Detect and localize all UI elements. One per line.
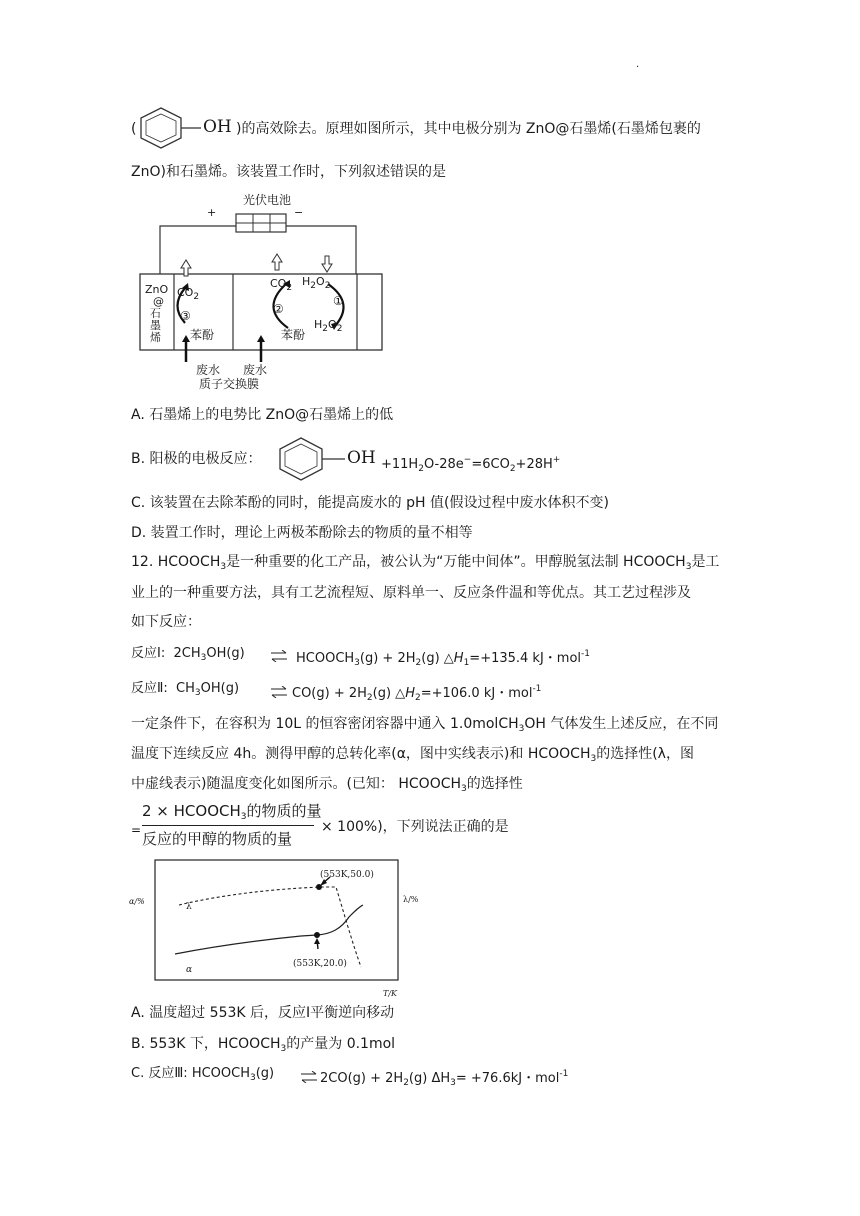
circle-2: ② xyxy=(273,302,284,316)
membrane-label: 质子交换膜 xyxy=(199,377,260,391)
circle-3: ③ xyxy=(180,309,191,323)
phenol-left: 苯酚 xyxy=(190,328,215,342)
equilibrium-arrow-icon xyxy=(270,686,288,698)
cell-diagram xyxy=(130,188,390,366)
reaction-1: 反应Ⅰ: $2CH_3OH(g)$ xyxy=(131,646,245,663)
reaction-2: 反应Ⅱ: $CH_3OH(g)$ xyxy=(131,681,240,698)
co2-left: $CO_2$ xyxy=(177,286,200,302)
q11-option-a: A. 石墨烯上的电势比 ZnO@石墨烯上的低 xyxy=(131,407,394,423)
fraction-numerator: $2 \times HCOOCH_3$的物质的量 xyxy=(142,802,322,822)
q12-para-3: 中虚线表示)随温度变化如图所示。(已知： $HCOOCH_3$的选择性 xyxy=(131,776,523,794)
y-label-right: λ/% xyxy=(403,895,419,904)
electrode-mo: 墨 xyxy=(150,319,161,332)
electrode-at: @ xyxy=(153,295,164,308)
annotation-553-50: (553K,50.0) xyxy=(320,870,374,880)
legend-lambda: λ xyxy=(186,902,192,912)
fraction-tail: × 100%)，下列说法正确的是 xyxy=(321,819,509,835)
co2-mid: $CO_2$ xyxy=(270,277,293,293)
point-553-20 xyxy=(314,932,320,938)
pv-plus: + xyxy=(207,206,217,219)
pv-label: 光伏电池 xyxy=(243,193,292,207)
fraction-eq: = xyxy=(131,823,142,837)
wastewater-left: 废水 xyxy=(196,363,221,377)
q12-line-2: 业上的一种重要方法，具有工艺流程短、原料单一、反应条件温和等优点。其工艺过程涉及 xyxy=(131,585,691,601)
intro-line-1: ( xyxy=(131,121,137,137)
q11-option-b: B. 阳极的电极反应： xyxy=(131,451,262,467)
chart xyxy=(131,855,431,995)
h2o2-bottom: $H_2O_2$ xyxy=(314,318,343,334)
equilibrium-arrow-icon xyxy=(270,650,288,662)
q12-line-3: 如下反应： xyxy=(131,614,201,630)
circle-1: ① xyxy=(333,294,344,308)
reaction-2-right: $CO(g) + 2H_2(g)$ $\triangle H_2=+106.0$ kJ・mol$^{-1}$ xyxy=(292,684,542,703)
q12-option-a: A. 温度超过 553K 后，反应Ⅰ平衡逆向移动 xyxy=(131,1005,395,1021)
x-label: T/K xyxy=(383,989,398,998)
y-label-left: α/% xyxy=(129,897,145,906)
q12-para-1: 一定条件下，在容积为 10L 的恒容密闭容器中通入 1.0molCH$_3$OH 气体发生上述反应，在不同 xyxy=(131,716,719,734)
legend-alpha: α xyxy=(186,965,193,975)
q11-option-c: C. 该装置在去除苯酚的同时，能提高废水的 pH 值(假设过程中废水体积不变) xyxy=(131,495,609,511)
phenol-mid: 苯酚 xyxy=(281,328,306,342)
q12-option-c-right: $2CO(g) + 2H_2(g)$ $\Delta H_3= +76.6kJ$・mol$^{-1}$ xyxy=(320,1069,569,1088)
q12-para-2: 温度下连续反应 4h。测得甲醇的总转化率(α，图中实线表示)和 $HCOOCH_3$的选择性(λ，图 xyxy=(131,746,694,764)
intro-text-2: ZnO)和石墨烯。该装置工作时，下列叙述错误的是 xyxy=(131,164,446,180)
fraction-denominator: 反应的甲醇的物质的量 xyxy=(142,830,293,848)
oh-label: OH xyxy=(203,117,232,137)
annotation-553-20: (553K,20.0) xyxy=(293,959,347,969)
reaction-1-right: $HCOOCH_3(g) + 2H_2(g)$ $\triangle H_1=+135.4$ kJ・mol$^{-1}$ xyxy=(296,649,591,668)
electrode-shi: 石 xyxy=(150,307,161,320)
equilibrium-arrow-icon xyxy=(300,1071,318,1083)
header-mark: . xyxy=(636,59,640,70)
intro-text-1: )的高效除去。原理如图所示，其中电极分别为 ZnO@石墨烯(石墨烯包裹的 xyxy=(236,121,701,137)
q12-option-c: C. 反应Ⅲ: $HCOOCH_3(g)$ xyxy=(131,1066,275,1083)
series-alpha-line xyxy=(175,905,363,954)
h2o2-top: $H_2O_2$ xyxy=(302,275,331,291)
electrode-xi: 烯 xyxy=(150,331,161,344)
wastewater-right: 废水 xyxy=(243,363,268,377)
q12-line-1: 12. $HCOOCH_3$是一种重要的化工产品，被公认为“万能中间体”。甲醇脱氢法制 $HCOOCH_3$是工 xyxy=(131,554,720,572)
electrode-zno: ZnO xyxy=(145,283,169,296)
pv-minus: − xyxy=(294,206,304,219)
q12-option-b: B. 553K 下，$HCOOCH_3$的产量为 0.1mol xyxy=(131,1036,396,1054)
fraction-bar xyxy=(142,825,314,826)
q11-option-b-equation: $+11H_2O-28e^-=6CO_2+28H^+$ xyxy=(381,455,561,474)
q11-option-d: D. 装置工作时，理论上两极苯酚除去的物质的量不相等 xyxy=(131,525,473,541)
oh-label-b: OH xyxy=(347,448,376,468)
